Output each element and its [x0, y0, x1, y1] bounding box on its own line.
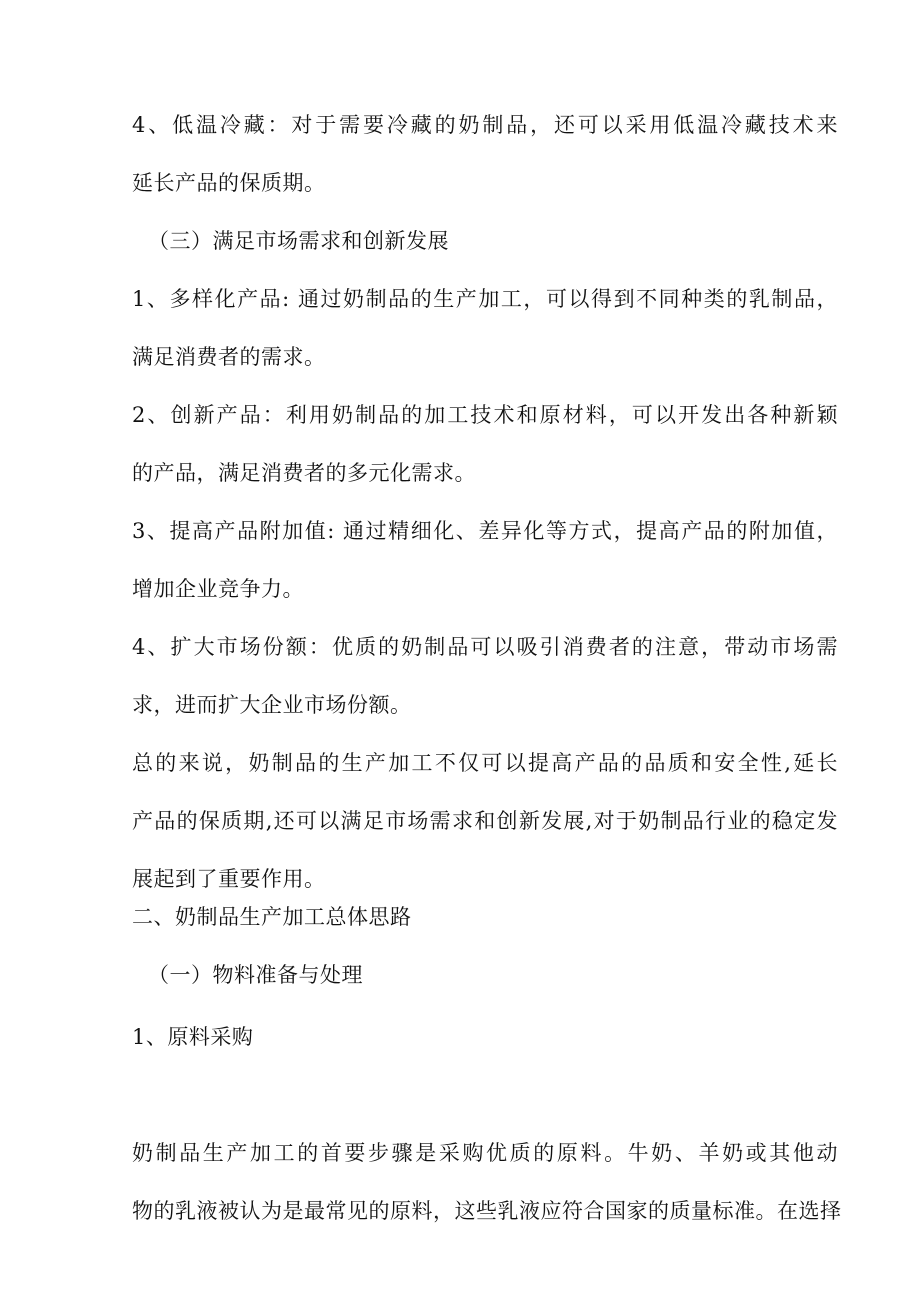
text-line: 1、多样化产品: 通过奶制品的生产加工，可以得到不同种类的乳制品， — [132, 287, 838, 311]
text-line: 产品的保质期,还可以满足市场需求和创新发展,对于奶制品行业的稳定发 — [132, 809, 838, 833]
paragraph-market-share — [84, 618, 838, 734]
item-heading-raw-material — [84, 1008, 838, 1066]
text-line: 增加企业竞争力。 — [132, 577, 304, 601]
paragraph-innovative-products — [84, 386, 838, 502]
paragraph-diversified-products — [84, 270, 838, 386]
text-line: 3、提高产品附加值: 通过精细化、差异化等方式，提高产品的附加值， — [132, 519, 838, 543]
text-line: 4、扩大市场份额：优质的奶制品可以吸引消费者的注意，带动市场需 — [132, 635, 838, 659]
section-heading-overall-approach — [84, 888, 838, 946]
text-line: 的产品，满足消费者的多元化需求。 — [132, 461, 476, 485]
heading-text: （三）满足市场需求和创新发展 — [148, 229, 449, 253]
section-heading-market — [84, 212, 838, 270]
paragraph-summary — [84, 734, 838, 908]
paragraph-raw-material-procurement — [84, 1124, 842, 1240]
text-line: 总的来说，奶制品的生产加工不仅可以提高产品的品质和安全性,延长 — [132, 751, 838, 775]
text-line: 展起到了重要作用。 — [132, 867, 326, 891]
paragraph-cold-storage — [84, 96, 838, 212]
text-line: 4、低温冷藏：对于需要冷藏的奶制品，还可以采用低温冷藏技术来 — [132, 113, 838, 137]
subsection-heading-materials — [84, 946, 838, 1004]
text-line: 延长产品的保质期。 — [132, 171, 326, 195]
text-line: 求，进而扩大企业市场份额。 — [132, 693, 412, 717]
text-line: 物的乳液被认为是最常见的原料，这些乳液应符合国家的质量标准。在选择 — [132, 1199, 842, 1223]
heading-text: （一）物料准备与处理 — [148, 963, 363, 987]
heading-text: 二、奶制品生产加工总体思路 — [132, 905, 412, 929]
paragraph-added-value — [84, 502, 838, 618]
text-line: 奶制品生产加工的首要步骤是采购优质的原料。牛奶、羊奶或其他动 — [132, 1141, 838, 1165]
heading-text: 1、原料采购 — [132, 1025, 254, 1049]
text-line: 满足消费者的需求。 — [132, 345, 326, 369]
text-line: 2、创新产品：利用奶制品的加工技术和原材料，可以开发出各种新颖 — [132, 403, 838, 427]
